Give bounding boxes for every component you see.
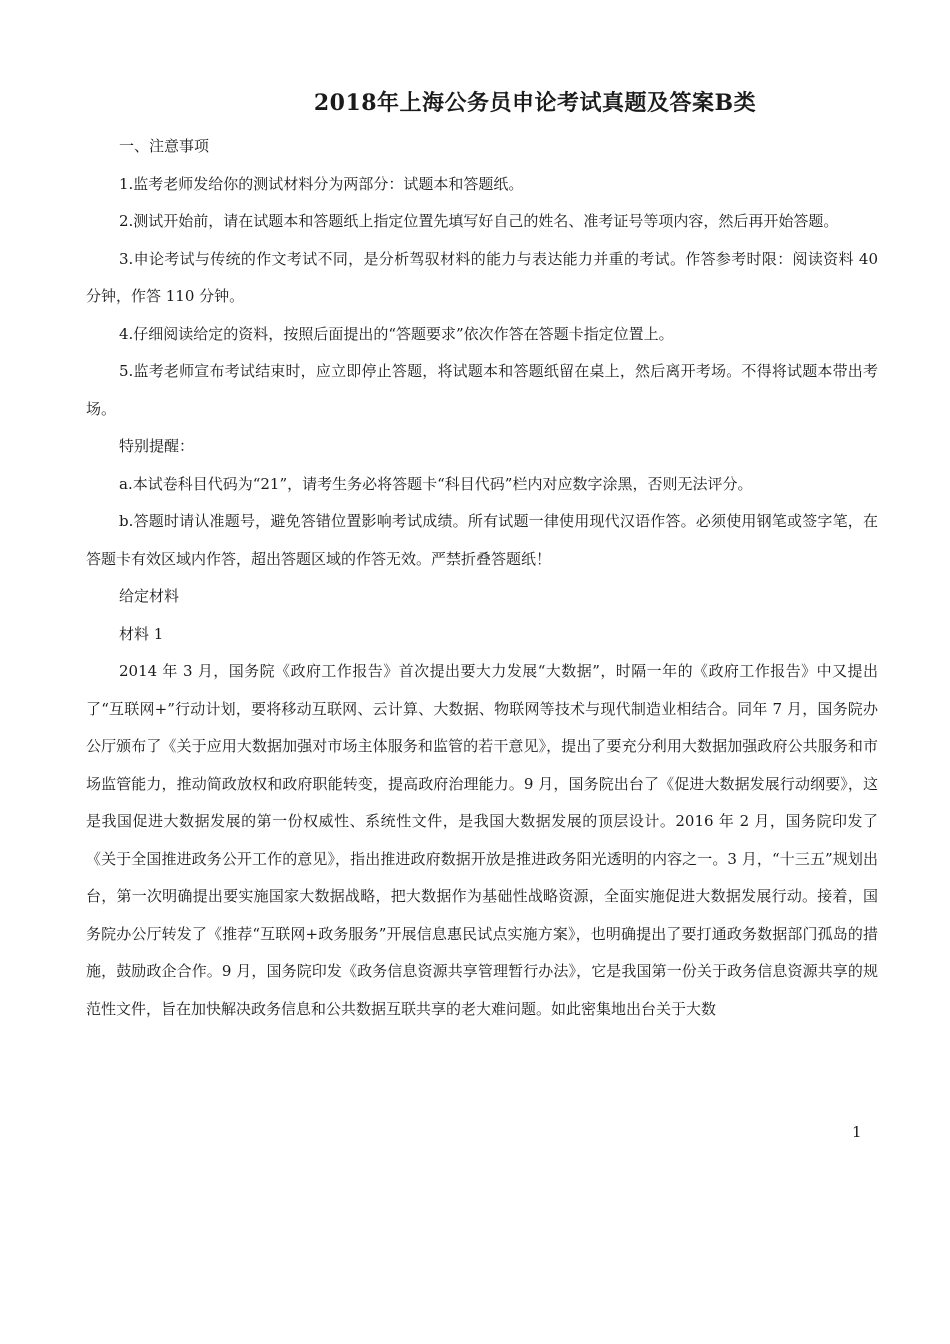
- note-item-4: 4.仔细阅读给定的资料，按照后面提出的“答题要求”依次作答在答题卡指定位置上。: [119, 324, 674, 343]
- reminder-item-b: b.答题时请认准题号，避免答错位置影响考试成绩。所有试题一律使用现代汉语作答。必须使用钢笔或签字笔，在答题卡有效区域内作答，超出答题区域的作答无效。严禁折叠答题纸！: [86, 512, 878, 568]
- given-materials-label: 给定材料: [119, 587, 180, 605]
- section-heading: 一、注意事项: [119, 137, 210, 155]
- note-item-5: 5.监考老师宣布考试结束时，应立即停止答题，将试题本和答题纸留在桌上，然后离开考场。不得将试题本带出考场。: [86, 362, 878, 418]
- document-body: [86, 128, 878, 1028]
- material-label: 材料 1: [119, 624, 164, 643]
- material-paragraph: 2014 年 3 月，国务院《政府工作报告》首次提出要大力发展“大数据”，时隔一年的《政府工作报告》中又提出了“互联网+”行动计划，要将移动互联网、云计算、大数据、物联网等技术与现代制造业相结合。同年 7 月，国务院办公厅颁布了《关于应用大数据加强对市场主体服务和监管的若干意见》，提出了要充分利用大数据加强政府公共服务和市场监管能力，推动简政放权和政府职能转变，提高政府治理能力。9 月，国务院出台了《促进大数据发展行动纲要》，这是我国促进大数据发展的第一份权威性、系统性文件，是我国大数据发展的顶层设计。2016 年 2 月，国务院印发了《关于全国推进政务公开工作的意见》，指出推进政府数据开放是推进政务阳光透明的内容之一。3 月，“十三五”规划出台，第一次明确提出要实施国家大数据战略，把大数据作为基础性战略资源，全面实施促进大数据发展行动。接着，国务院办公厅转发了《推荐“互联网+政务服务”开展信息惠民试点实施方案》，也明确提出了要打通政务数据部门孤岛的措施，鼓励政企合作。9 月，国务院印发《政务信息资源共享管理暂行办法》，它是我国第一份关于政务信息资源共享的规范性文件，旨在加快解决政务信息和公共数据互联共享的老大难问题。如此密集地出台关于大数: [86, 662, 878, 1018]
- reminder-item-a: a.本试卷科目代码为“21”，请考生务必将答题卡“科目代码”栏内对应数字涂黑，否则无法评分。: [119, 474, 753, 493]
- special-reminder-label: 特别提醒：: [119, 437, 195, 455]
- note-item-1: 1.监考老师发给你的测试材料分为两部分：试题本和答题纸。: [119, 174, 524, 193]
- page-number: 1: [852, 1123, 862, 1141]
- document-title: 2018年上海公务员申论考试真题及答案B类: [313, 90, 757, 116]
- note-item-3: 3.申论考试与传统的作文考试不同，是分析驾驭材料的能力与表达能力并重的考试。作答参考时限：阅读资料 40 分钟，作答 110 分钟。: [86, 249, 878, 305]
- note-item-2: 2.测试开始前，请在试题本和答题纸上指定位置先填写好自己的姓名、准考证号等项内容，然后再开始答题。: [119, 212, 839, 230]
